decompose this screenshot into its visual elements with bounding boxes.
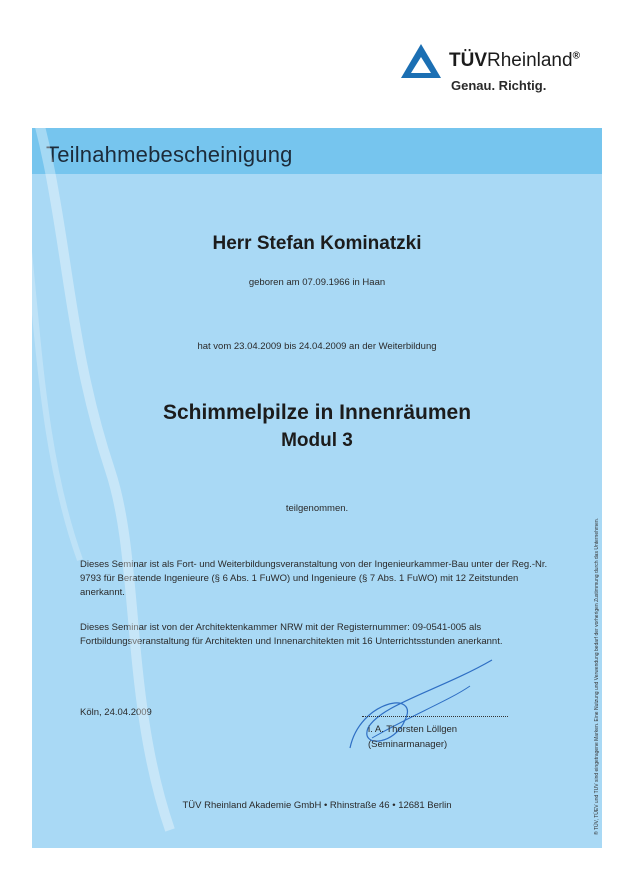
logo-slogan: Genau. Richtig. (451, 78, 547, 93)
tuv-rheinland-logo (397, 40, 597, 100)
participation-statement: teilgenommen. (285, 503, 349, 514)
tuv-triangle-icon (399, 42, 443, 82)
course-module: Modul 3 (281, 430, 353, 451)
signer-name: i. A. Thorsten Löllgen (368, 724, 458, 735)
place-date: Köln, 24.04.2009 (80, 707, 152, 718)
participant-name: Herr Stefan Kominatzki (212, 233, 422, 254)
certificate-title: Teilnahmebescheinigung (46, 142, 293, 167)
logo-brand: TÜVRheinland® (449, 50, 580, 71)
footer-address: TÜV Rheinland Akademie GmbH • Rhinstraße 46 • 12681 Berlin (182, 800, 452, 811)
birth-info: geboren am 07.09.1966 in Haan (248, 277, 386, 288)
course-title: Schimmelpilze in Innenräumen (162, 401, 472, 424)
accreditation-architektenkammer: Dieses Seminar ist von der Architektenkammer NRW mit der Registernummer: 09-0541-005 als Fortbildungsveranstaltung für Architekten und Innenarchitekten mit 16 Unterrichtsstunden anerkannt. (80, 622, 503, 647)
signer-role: (Seminarmanager) (368, 739, 448, 750)
trademark-note: ® TÜV, TÜEV und TUV sind eingetragene Marken. Eine Nutzung und Verwendung bedarf der vorherigen Zustimmung durch das Unternehmen. (594, 517, 600, 835)
accreditation-ingenieurkammer: Dieses Seminar ist als Fort- und Weiterbildungsveranstaltung von der Ingenieurkammer-Bau unter der Reg.-Nr. 9793 für Beratende Ingenieure (§ 6 Abs. 1 FuWO) und Ingenieure (§ 7 Abs. 1 FuWO) mit 12 Zeitstunden anerkannt. (80, 559, 548, 598)
signature-line (362, 716, 508, 717)
course-period: hat vom 23.04.2009 bis 24.04.2009 an der Weiterbildung (197, 341, 437, 352)
